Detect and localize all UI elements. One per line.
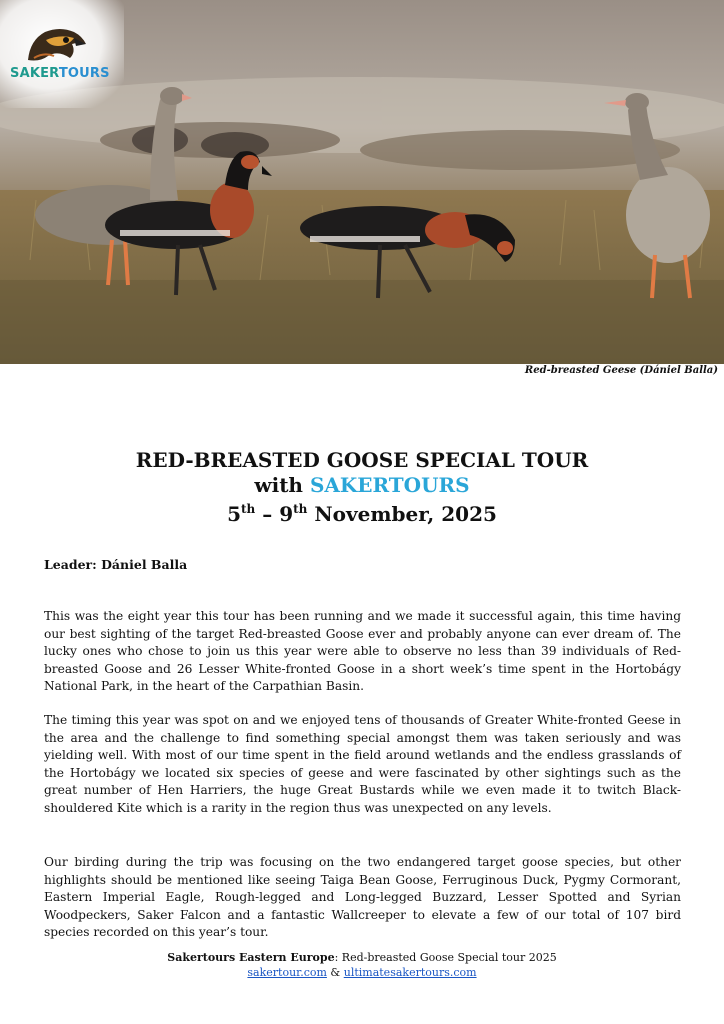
date-suffix-end: th <box>293 502 308 516</box>
tour-title: RED-BREASTED GOOSE SPECIAL TOUR <box>135 448 589 472</box>
body-paragraph: The timing this year was spot on and we enjoyed tens of thousands of Greater White-fronted Geese in the area and the challenge to find something special amongst them was taken seriously and was yielding well. With most of our time spent in the field around wetlands and the endless grasslands of the Hortobágy we located six species of geese and were fascinated by other sightings such as the great number of Hen Harriers, the huge Great Bustards while we even made it to twitch Black-shouldered Kite which is a rarity in the region thus was unexpected on any levels. <box>44 713 681 815</box>
date-month-year: November, 2025 <box>307 502 497 526</box>
body-paragraph: Our birding during the trip was focusing on the two endangered target goose species, but other highlights should be mentioned like seeing Taiga Bean Goose, Ferruginous Duck, Pygmy Cormorant, Eastern Imperial Eagle, Rough-legged and Long-legged Buzzard, Lesser Spotted and Syrian Woodpeckers, Saker Falcon and a fantastic Wallcreeper to elevate a few of our total of 107 bird species recorded on this year’s tour. <box>44 855 681 939</box>
falcon-head-icon <box>0 0 124 70</box>
footer-links <box>0 966 724 979</box>
date-day-end: 9 <box>279 502 294 526</box>
footer-line <box>0 951 724 964</box>
date-suffix-start: th <box>241 502 256 516</box>
brand-name: SAKERTOURS <box>309 473 470 497</box>
hero-photo <box>0 0 724 364</box>
footer-company: Sakertours Eastern Europe <box>167 951 335 964</box>
sakertours-logo <box>0 0 124 108</box>
footer-ampersand: & <box>326 966 344 979</box>
date-separator: – <box>255 502 280 526</box>
subtitle-prefix: with <box>254 473 310 497</box>
date-day-start: 5 <box>227 502 241 526</box>
logo-wordmark: SAKERTOURS <box>10 66 110 81</box>
tour-subtitle <box>0 473 724 497</box>
tour-dates <box>0 502 724 526</box>
footer-link-ultimatesakertours[interactable]: ultimatesakertours.com <box>343 966 477 979</box>
footer-link-sakertour[interactable]: sakertour.com <box>247 966 327 979</box>
tour-leader: Leader: Dániel Balla <box>44 557 188 572</box>
photo-caption: Red-breasted Geese (Dániel Balla) <box>524 365 718 376</box>
footer-description: : Red-breasted Goose Special tour 2025 <box>334 951 557 964</box>
body-paragraph: This was the eight year this tour has been running and we made it successful again, this time having our best sighting of the target Red-breasted Goose ever and probably anyone can ever dream of. The lucky ones who chose to join us this year were able to observe no less than 39 individuals of Red-breasted Goose and 26 Lesser White-fronted Goose in a short week’s time spent in the Hortobágy National Park, in the heart of the Carpathian Basin. <box>44 609 681 693</box>
